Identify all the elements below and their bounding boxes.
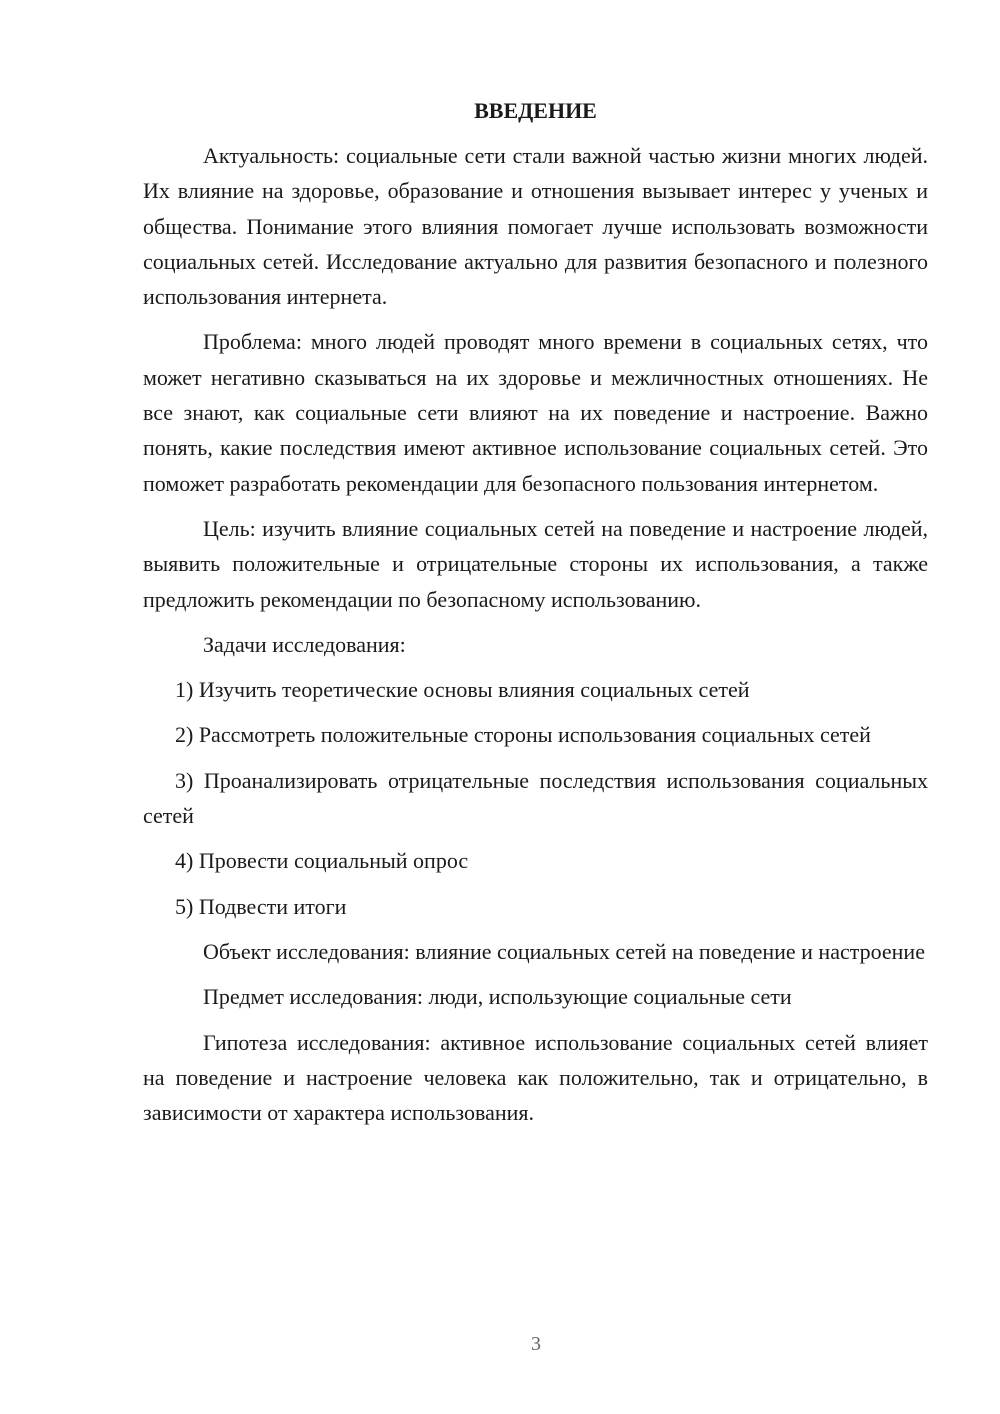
paragraph-goal: Цель: изучить влияние социальных сетей на поведение и настроение людей, выявить положительные и отрицательные стороны их использования, а также предложить рекомендации по безопасному использованию. bbox=[143, 515, 928, 612]
task-item-4: 4) Провести социальный опрос bbox=[175, 848, 469, 874]
page-number-footer bbox=[0, 1333, 1000, 1356]
page-title: ВВЕДЕНИЕ bbox=[474, 98, 597, 123]
task-item-1: 1) Изучить теоретические основы влияния социальных сетей bbox=[175, 677, 750, 703]
paragraph-object: Объект исследования: влияние социальных сетей на поведение и настроение bbox=[203, 938, 925, 964]
paragraph-relevance: Актуальность: социальные сети стали важной частью жизни многих людей. Их влияние на здоровье, образование и отношения вызывает интерес у ученых и общества. Понимание этого влияния помогает лучше использовать возможности социальных сетей. Исследование актуально для развития безопасного и полезного использования интернета. bbox=[143, 143, 928, 310]
page-number: 3 bbox=[531, 1333, 541, 1355]
task-item-2: 2) Рассмотреть положительные стороны использования социальных сетей bbox=[175, 722, 871, 748]
task-item-3: 3) Проанализировать отрицательные последствия использования социальных сетей bbox=[143, 767, 928, 829]
tasks-heading: Задачи исследования: bbox=[203, 631, 406, 657]
paragraph-problem: Проблема: много людей проводят много времени в социальных сетях, что может негативно сказываться на их здоровье и межличностных отношениях. Не все знают, как социальные сети влияют на их поведение и настроение. Важно понять, какие последствия имеют активное использование социальных сетей. Это поможет разработать рекомендации для безопасного пользования интернетом. bbox=[143, 329, 928, 496]
task-item-5: 5) Подвести итоги bbox=[175, 893, 347, 919]
paragraph-subject: Предмет исследования: люди, использующие социальные сети bbox=[203, 984, 792, 1010]
paragraph-hypothesis: Гипотеза исследования: активное использование социальных сетей влияет на поведение и настроение человека как положительно, так и отрицательно, в зависимости от характера использования. bbox=[143, 1029, 928, 1126]
page-content bbox=[143, 93, 928, 1140]
